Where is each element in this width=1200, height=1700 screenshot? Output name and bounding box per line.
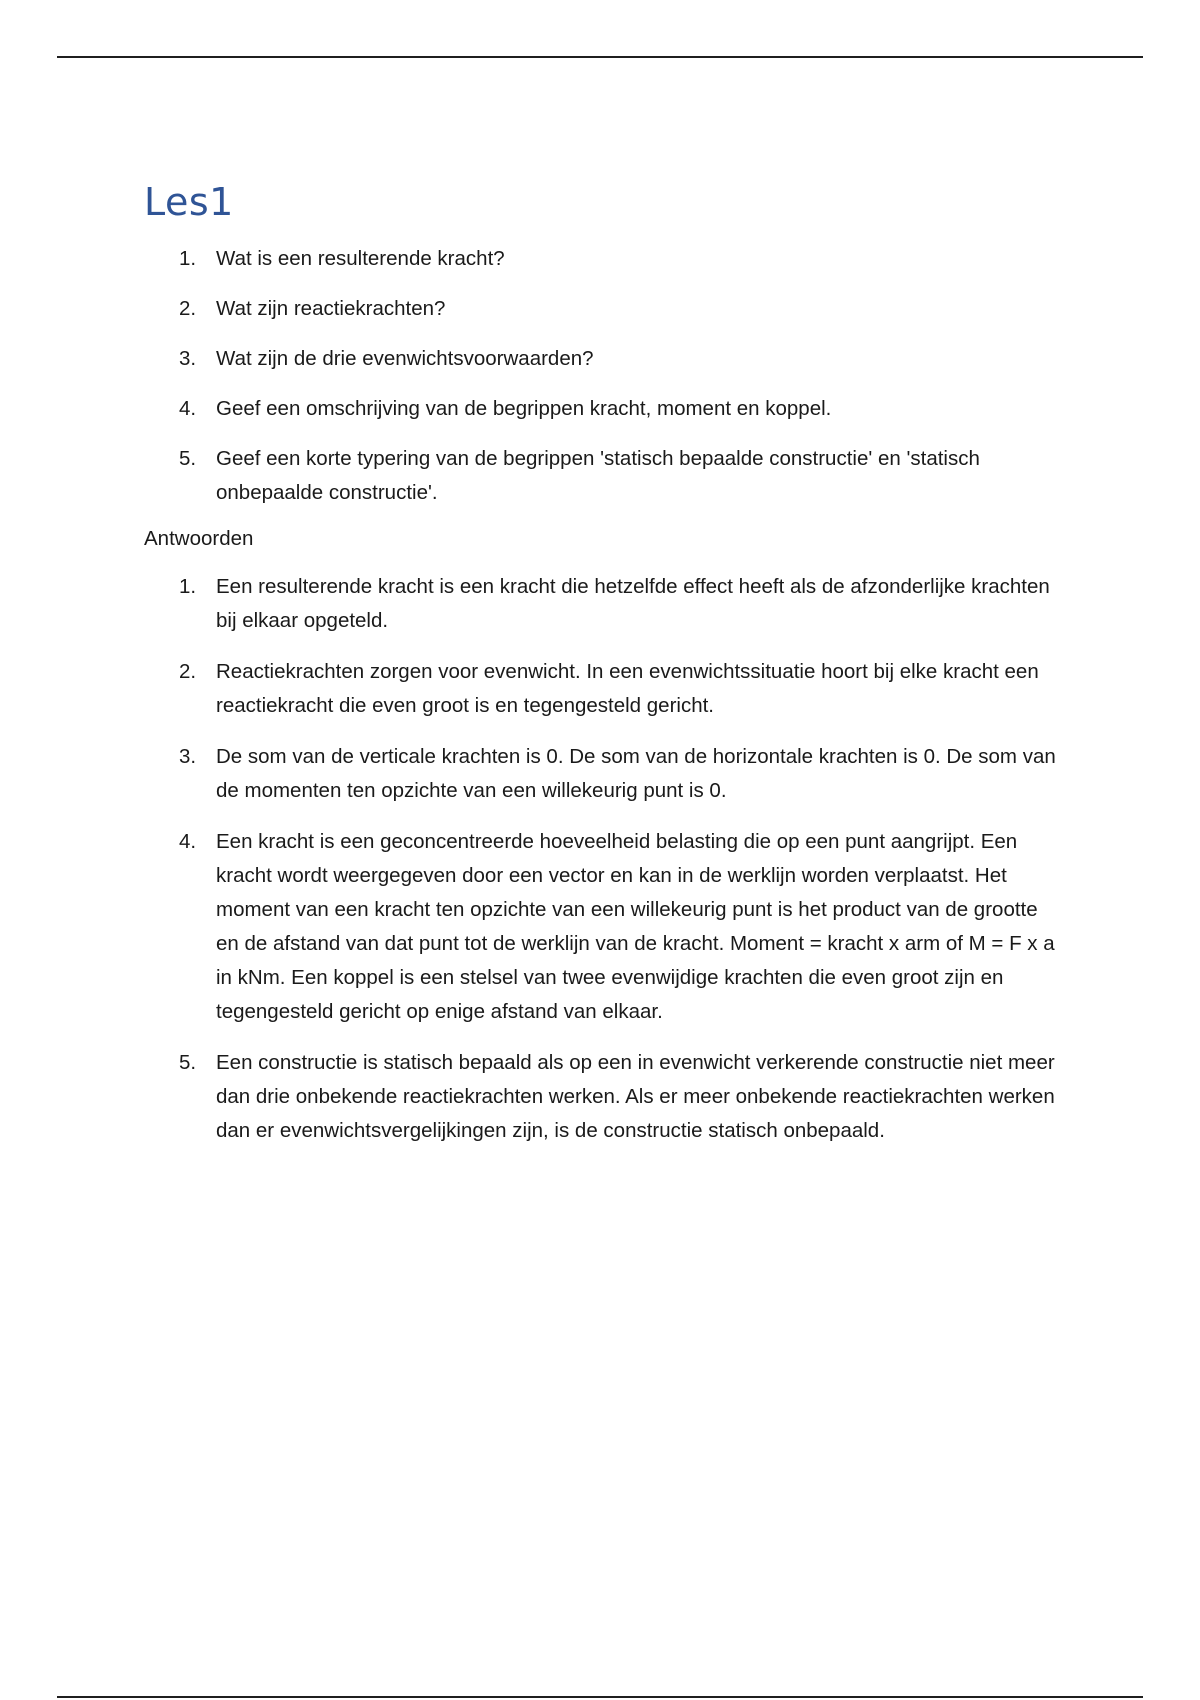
question-item <box>144 242 1060 276</box>
header-rule <box>57 56 1143 58</box>
answer-text: Een kracht is een geconcentreerde hoeveelheid belasting die op een punt aangrijpt. Een kracht wordt weergegeven door een vector en kan in de werklijn worden verplaatst. Het moment van een kracht ten opzichte van een willekeurig punt is het product van de grootte en de afstand van dat punt tot de werklijn van de kracht. Moment = kracht x arm of M = F x a in kNm. Een koppel is een stelsel van twee evenwijdige krachten die even groot zijn en tegengesteld gericht op enige afstand van elkaar. <box>216 830 1055 1023</box>
question-item <box>144 292 1060 326</box>
question-text: Geef een omschrijving van de begrippen kracht, moment en koppel. <box>216 397 832 420</box>
answer-item <box>144 570 1060 638</box>
answer-number: 5. <box>179 1051 197 1074</box>
answer-item <box>144 655 1060 723</box>
answer-text: De som van de verticale krachten is 0. De som van de horizontale krachten is 0. De som van de momenten ten opzichte van een willekeurig punt is 0. <box>216 745 1056 802</box>
question-text: Wat zijn de drie evenwichtsvoorwaarden? <box>216 347 594 370</box>
answers-list <box>144 570 1060 1148</box>
answer-text: Een constructie is statisch bepaald als op een in evenwicht verkerende constructie niet meer dan drie onbekende reactiekrachten werken. Als er meer onbekende reactiekrachten werken dan er evenwichtsvergelijkingen zijn, is de constructie statisch onbepaald. <box>216 1051 1055 1142</box>
question-number: 5. <box>179 447 197 470</box>
footer-rule <box>57 1696 1143 1698</box>
question-number: 2. <box>179 297 197 320</box>
question-number: 1. <box>179 247 197 270</box>
answer-text: Een resulterende kracht is een kracht die hetzelfde effect heeft als de afzonderlijke krachten bij elkaar opgeteld. <box>216 575 1050 632</box>
document-body <box>144 176 1060 1165</box>
question-number: 3. <box>179 347 197 370</box>
answer-item <box>144 825 1060 1029</box>
question-item <box>144 392 1060 426</box>
question-number: 4. <box>179 397 197 420</box>
question-text: Wat zijn reactiekrachten? <box>216 297 446 320</box>
answer-item <box>144 1046 1060 1148</box>
answers-heading: Antwoorden <box>144 527 254 550</box>
answer-number: 4. <box>179 830 197 853</box>
answer-text: Reactiekrachten zorgen voor evenwicht. In een evenwichtssituatie hoort bij elke kracht een reactiekracht die even groot is en tegengesteld gericht. <box>216 660 1039 717</box>
question-item <box>144 442 1060 510</box>
questions-list <box>144 242 1060 510</box>
question-text: Wat is een resulterende kracht? <box>216 247 505 270</box>
question-item <box>144 342 1060 376</box>
answer-number: 1. <box>179 575 197 598</box>
answer-item <box>144 740 1060 808</box>
answer-number: 3. <box>179 745 197 768</box>
page-title: Les1 <box>144 180 234 224</box>
answer-number: 2. <box>179 660 197 683</box>
question-text: Geef een korte typering van de begrippen 'statisch bepaalde constructie' en 'statisch onbepaalde constructie'. <box>216 447 980 504</box>
